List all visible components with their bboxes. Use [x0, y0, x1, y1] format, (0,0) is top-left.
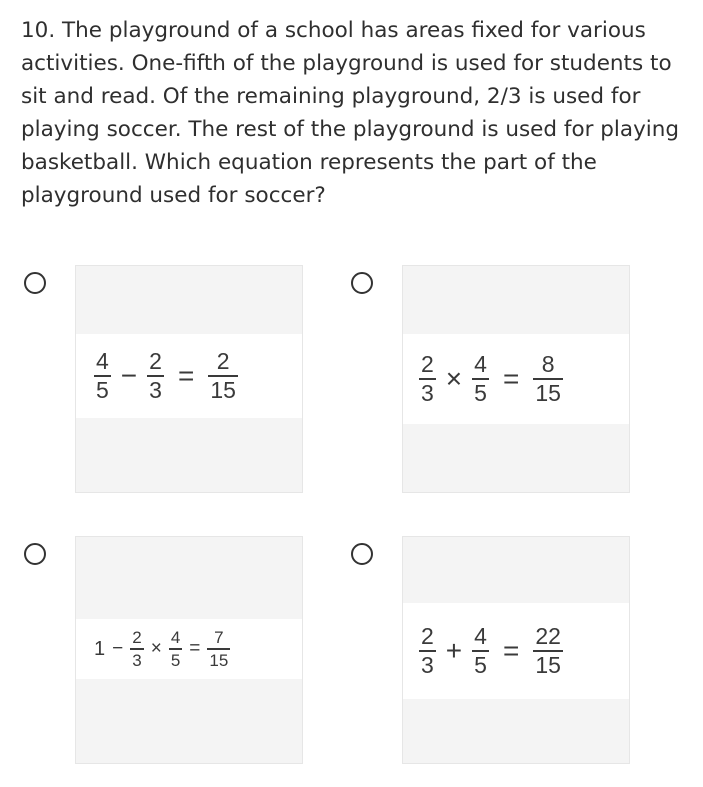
- option-c-fraction-3: $\frac{7}{15}$: [209, 628, 229, 670]
- option-a-equation-strip: [76, 334, 302, 418]
- option-a-equation: [94, 350, 238, 402]
- option-b-equation-strip: [403, 334, 629, 424]
- option-c-equation: [94, 629, 230, 669]
- question-text: 10. The playground of a school has areas fixed for various activities. One-fifth of the playground is used for students to sit and read. Of the remaining playground, 2/3 is used for playing soccer. The rest of the playground is used for playing basketball. Which equation represents the part of the playground used for soccer?: [21, 18, 680, 208]
- equals-sign: =: [177, 360, 195, 391]
- option-c-fraction-1: $\frac{2}{3}$: [132, 628, 142, 670]
- option-c-leading-number: 1: [94, 637, 106, 660]
- option-b-fraction-3: $\frac{8}{15}$: [535, 351, 561, 406]
- option-d-fraction-1: $\frac{2}{3}$: [421, 623, 434, 678]
- option-a-radio[interactable]: [24, 272, 46, 294]
- option-a-card[interactable]: [75, 265, 303, 493]
- minus-sign: −: [120, 360, 138, 391]
- option-b-radio[interactable]: [351, 272, 373, 294]
- option-b-card[interactable]: [402, 265, 630, 493]
- option-d-fraction-2: $\frac{4}{5}$: [474, 623, 487, 678]
- times-sign: ×: [445, 363, 463, 394]
- option-d-card[interactable]: [402, 536, 630, 764]
- option-c-fraction-2: $\frac{4}{5}$: [170, 628, 181, 670]
- option-b-fraction-2: $\frac{4}{5}$: [474, 351, 487, 406]
- times-sign: ×: [150, 638, 162, 659]
- option-b-fraction-1: $\frac{2}{3}$: [421, 351, 434, 406]
- equals-sign: =: [502, 363, 520, 394]
- option-d-radio[interactable]: [351, 543, 373, 565]
- option-c-card[interactable]: [75, 536, 303, 764]
- option-c-equation-strip: [76, 619, 302, 679]
- option-b-equation: [419, 353, 563, 405]
- option-a-fraction-3: $\frac{2}{15}$: [210, 348, 236, 403]
- option-a-fraction-2: $\frac{2}{3}$: [149, 348, 162, 403]
- equals-sign: =: [502, 635, 520, 666]
- option-c-radio[interactable]: [24, 543, 46, 565]
- option-d-equation: [419, 625, 563, 677]
- equals-sign: =: [189, 638, 201, 659]
- minus-sign: −: [112, 638, 124, 659]
- option-d-fraction-3: $\frac{22}{15}$: [535, 623, 561, 678]
- option-d-equation-strip: [403, 603, 629, 699]
- plus-sign: +: [445, 635, 463, 666]
- option-a-fraction-1: $\frac{4}{5}$: [96, 348, 109, 403]
